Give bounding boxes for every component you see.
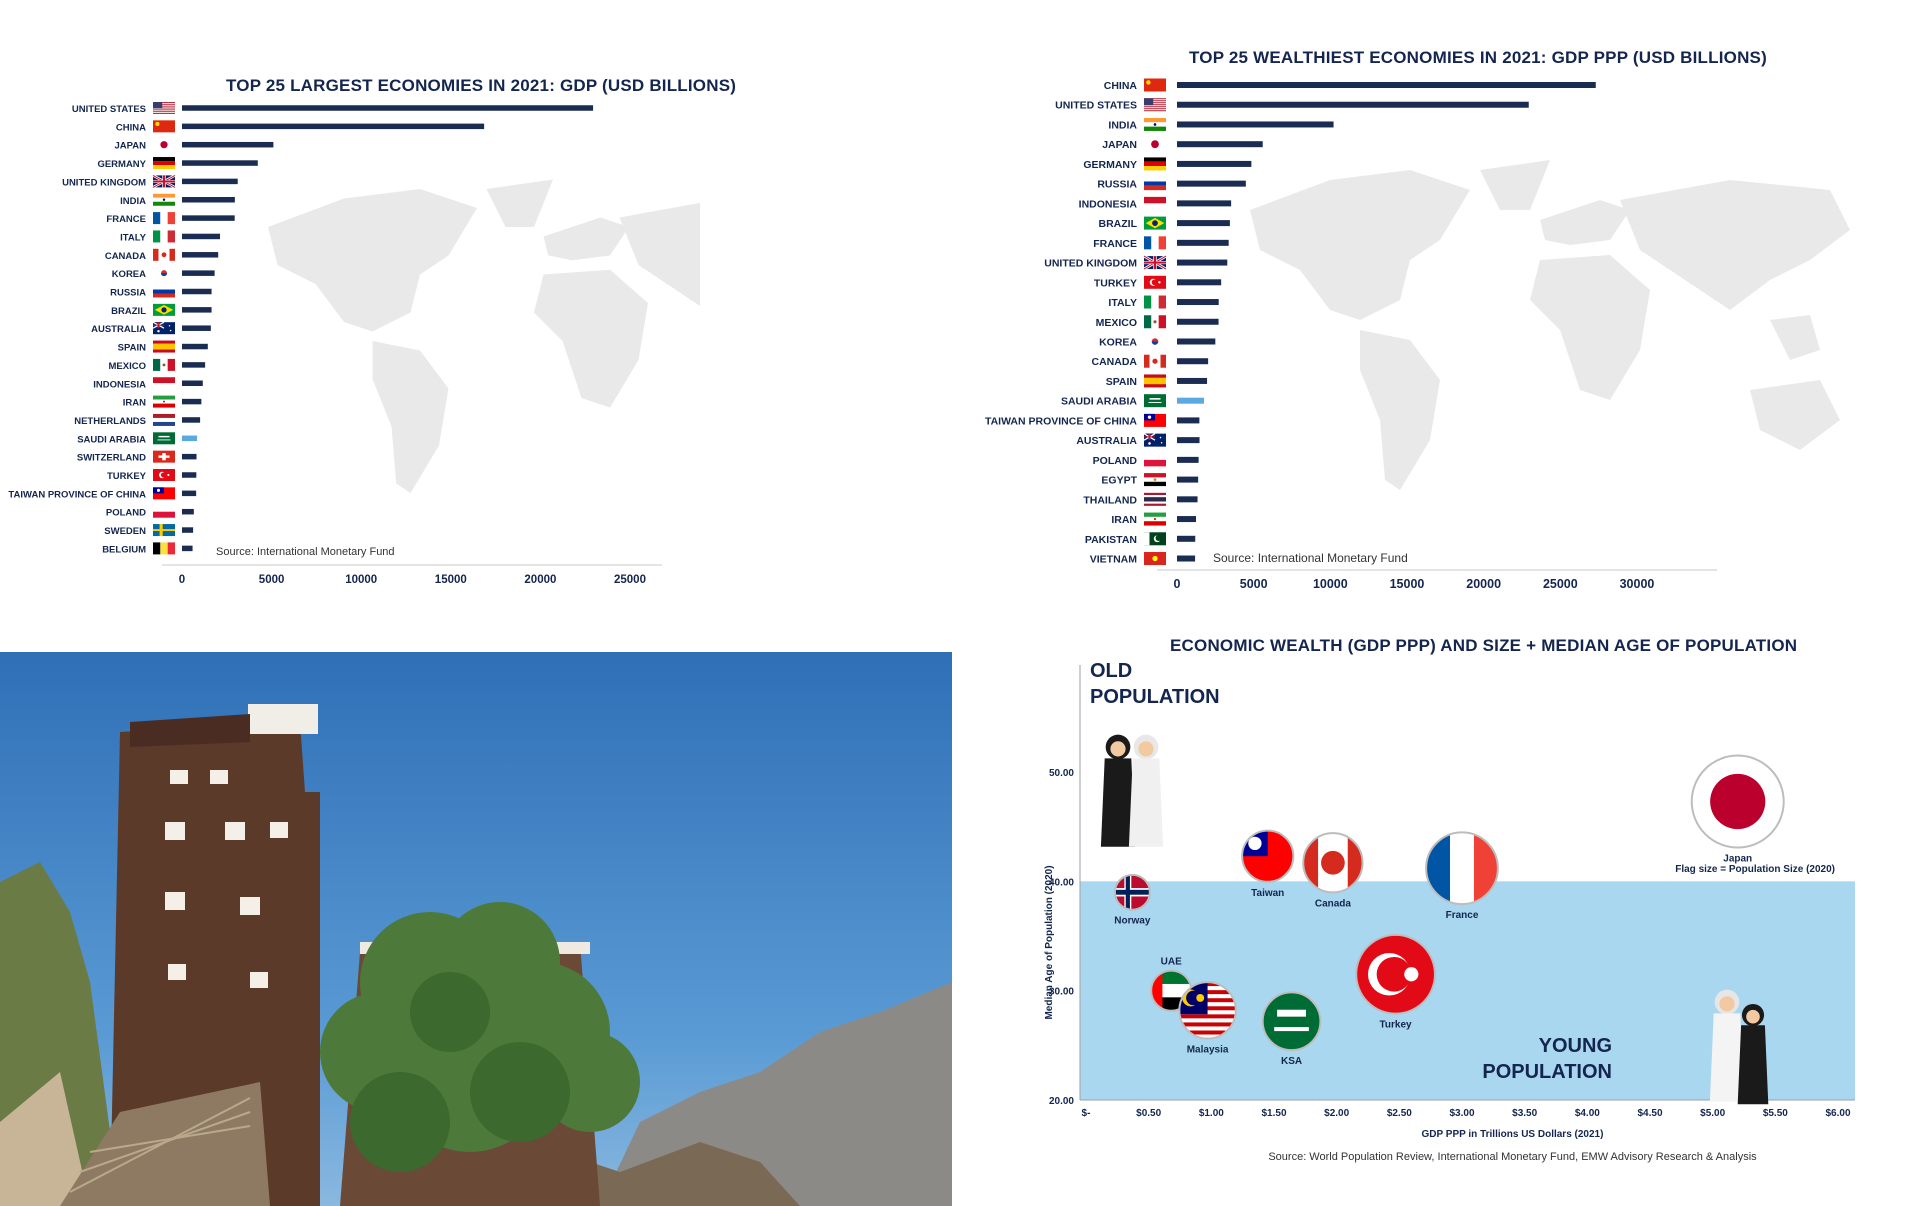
- bar-category-label: PAKISTAN: [1084, 533, 1137, 546]
- bar-category-label: SPAIN: [1105, 375, 1137, 388]
- flag-icon: [153, 212, 175, 224]
- scatter-point: [1692, 756, 1784, 865]
- bar-category-label: SAUDI ARABIA: [77, 434, 146, 446]
- bar-category-label: TURKEY: [106, 471, 146, 482]
- x-tick-label: 30000: [1619, 577, 1655, 591]
- flag-icon: [1144, 276, 1166, 289]
- flag-icon: [1144, 493, 1166, 506]
- flag-size-note: Flag size = Population Size (2020): [1675, 864, 1835, 875]
- bar-category-label: BELGIUM: [102, 544, 146, 556]
- flag-icon: [153, 322, 175, 334]
- chart-source: Source: International Monetary Fund: [216, 546, 395, 558]
- bar-category-label: UNITED KINGDOM: [1044, 257, 1137, 270]
- bar: [1177, 220, 1230, 226]
- flag-icon: [1144, 355, 1166, 368]
- chart3-plot: [1020, 655, 1920, 1200]
- x-tick-label: $5.50: [1762, 1108, 1788, 1119]
- young-population-label-line2: POPULATION: [1482, 1061, 1612, 1083]
- point-label: Japan: [1723, 853, 1753, 865]
- bar: [1177, 161, 1251, 167]
- bar-category-label: AUSTRALIA: [1076, 435, 1137, 448]
- bar: [182, 417, 200, 423]
- flag-icon: [1144, 197, 1166, 210]
- bar: [182, 436, 197, 442]
- flag-icon: [153, 469, 175, 481]
- flag-icon: [153, 139, 175, 151]
- bar: [182, 546, 193, 552]
- old-population-label-line2: POPULATION: [1090, 686, 1220, 708]
- bar: [1177, 457, 1199, 463]
- bar: [182, 252, 218, 257]
- flag-icon: [1144, 157, 1166, 170]
- bar: [1177, 496, 1198, 502]
- flag-icon: [1144, 315, 1166, 328]
- bar: [1177, 536, 1195, 542]
- x-tick-label: 5000: [258, 574, 285, 586]
- flag-icon: [1144, 177, 1166, 190]
- flag-icon: [153, 249, 175, 261]
- x-tick-label: $2.00: [1324, 1108, 1350, 1119]
- chart1-title: TOP 25 LARGEST ECONOMIES IN 2021: GDP (USD BILLIONS): [226, 76, 737, 95]
- bar-category-label: THAILAND: [1083, 494, 1137, 507]
- bar-category-label: CHINA: [115, 122, 146, 134]
- bar-category-label: IRAN: [1111, 514, 1137, 527]
- x-tick-label: 25000: [1542, 577, 1578, 591]
- bar: [1177, 141, 1263, 147]
- flag-icon: [153, 506, 175, 518]
- bar-category-label: ITALY: [120, 232, 146, 244]
- bar: [182, 527, 193, 533]
- bar-category-label: KOREA: [111, 269, 146, 281]
- bar-category-label: ITALY: [1108, 297, 1137, 310]
- flag-icon: [153, 230, 175, 242]
- bar: [1177, 181, 1246, 187]
- flag-icon: [1144, 473, 1166, 486]
- bar-category-label: MEXICO: [108, 360, 146, 372]
- x-tick-label: $6.00: [1825, 1108, 1851, 1119]
- bar: [182, 307, 212, 313]
- bar-category-label: JAPAN: [1102, 139, 1137, 152]
- x-tick-label: $5.00: [1700, 1108, 1726, 1119]
- point-label: Canada: [1314, 898, 1351, 910]
- bar-category-label: INDONESIA: [93, 379, 146, 391]
- bar: [182, 215, 235, 221]
- x-tick-label: 10000: [1312, 577, 1348, 591]
- y-axis-label: Median Age of Population (2020): [1044, 865, 1055, 1020]
- bar: [1177, 121, 1334, 127]
- bar-category-label: UNITED KINGDOM: [62, 177, 146, 189]
- flag-icon: [1144, 513, 1166, 526]
- bar-category-label: CHINA: [1103, 80, 1137, 92]
- flag-icon: [1144, 256, 1166, 269]
- bar: [1177, 417, 1199, 423]
- x-tick-label: 10000: [345, 574, 378, 586]
- bar-category-label: FRANCE: [106, 214, 146, 226]
- x-tick-label: 0: [1173, 577, 1181, 591]
- bar: [182, 509, 194, 515]
- scatter-point: [1179, 982, 1235, 1055]
- bar: [182, 362, 205, 368]
- flag-icon: [153, 286, 175, 298]
- flag-icon: [1144, 217, 1166, 230]
- flag-icon: [153, 524, 175, 536]
- bar-category-label: TURKEY: [1093, 277, 1137, 290]
- young-population-label: YOUNG: [1538, 1035, 1612, 1057]
- bar-category-label: SPAIN: [117, 342, 146, 354]
- x-tick-label: $2.50: [1386, 1108, 1412, 1119]
- point-label: Turkey: [1379, 1019, 1412, 1031]
- bar-category-label: GERMANY: [1083, 158, 1137, 171]
- x-tick-label: $4.50: [1637, 1108, 1663, 1119]
- bar: [1177, 82, 1596, 88]
- point-label: Malaysia: [1186, 1044, 1229, 1056]
- x-tick-label: $3.00: [1449, 1108, 1475, 1119]
- y-tick-label: 20.00: [1048, 1096, 1074, 1107]
- bar: [1177, 279, 1221, 285]
- x-tick-label: 15000: [434, 574, 467, 586]
- village-photo: [0, 652, 952, 1206]
- flag-icon: [153, 157, 175, 169]
- x-tick-label: $0.50: [1136, 1108, 1162, 1119]
- flag-icon: [1144, 335, 1166, 348]
- flag-icon: [153, 487, 175, 499]
- bar: [182, 472, 196, 478]
- chart2-title: TOP 25 WEALTHIEST ECONOMIES IN 2021: GDP PPP (USD BILLIONS): [1189, 48, 1767, 67]
- bar-category-label: TAIWAN PROVINCE OF CHINA: [984, 415, 1137, 428]
- bar: [1177, 437, 1200, 443]
- bar: [182, 344, 208, 350]
- world-map-silhouette: [268, 180, 700, 494]
- flag-icon: [153, 451, 175, 463]
- bar: [1177, 240, 1229, 246]
- chart-source: Source: World Population Review, International Monetary Fund, EMW Advisory Research & Analysis: [1268, 1151, 1757, 1163]
- chart2-plot: [960, 70, 1920, 610]
- chart-source: Source: International Monetary Fund: [1213, 551, 1408, 565]
- bar: [1177, 358, 1208, 364]
- bar-category-label: CANADA: [1091, 356, 1137, 369]
- y-tick-label: 40.00: [1048, 877, 1074, 889]
- bar-category-label: SAUDI ARABIA: [1060, 395, 1137, 408]
- flag-icon: [1144, 414, 1166, 427]
- flag-icon: [1144, 453, 1166, 466]
- flag-icon: [153, 102, 175, 114]
- bar-category-label: TAIWAN PROVINCE OF CHINA: [8, 489, 146, 501]
- bar: [182, 105, 593, 111]
- point-label: Taiwan: [1251, 887, 1285, 899]
- flag-icon: [1144, 374, 1166, 387]
- x-tick-label: 20000: [524, 574, 557, 586]
- point-label: KSA: [1280, 1056, 1303, 1068]
- flag-icon: [153, 377, 175, 389]
- flag-icon: [153, 542, 175, 554]
- bar-category-label: UNITED STATES: [1055, 99, 1137, 112]
- bar: [1177, 200, 1231, 206]
- world-map-silhouette: [1250, 160, 1850, 490]
- x-tick-label: 20000: [1466, 577, 1502, 591]
- bar: [182, 491, 196, 497]
- bar: [1177, 477, 1198, 483]
- x-tick-label: 25000: [614, 574, 646, 586]
- bar: [1177, 338, 1215, 344]
- flag-icon: [153, 432, 175, 444]
- flag-icon: [153, 194, 175, 206]
- bar-category-label: BRAZIL: [111, 305, 146, 317]
- flag-icon: [153, 304, 175, 316]
- point-label: Norway: [1114, 915, 1151, 927]
- bar: [1177, 398, 1204, 404]
- bar: [182, 197, 235, 203]
- x-tick-label: $1.00: [1198, 1108, 1224, 1119]
- bar: [1177, 319, 1219, 325]
- bar-category-label: VIETNAM: [1089, 553, 1137, 566]
- flag-icon: [153, 396, 175, 408]
- bar-category-label: POLAND: [1092, 454, 1137, 467]
- x-tick-label: $4.00: [1574, 1108, 1600, 1119]
- bar: [1177, 516, 1196, 522]
- bar: [1177, 378, 1207, 384]
- person-illustration-icon: [1129, 735, 1163, 847]
- bar-category-label: BRAZIL: [1098, 218, 1137, 231]
- flag-icon: [1144, 79, 1166, 92]
- x-tick-label: $3.50: [1512, 1108, 1538, 1119]
- bar-category-label: RUSSIA: [1097, 178, 1137, 191]
- x-tick-label: 15000: [1389, 577, 1425, 591]
- x-tick-label: $1.50: [1261, 1108, 1287, 1119]
- bar-category-label: GERMANY: [97, 159, 146, 171]
- bar: [182, 399, 201, 405]
- point-label: UAE: [1160, 956, 1182, 968]
- flag-icon: [1144, 118, 1166, 131]
- bar-category-label: INDIA: [1108, 119, 1137, 132]
- x-axis-label: GDP PPP in Trillions US Dollars (2021): [1421, 1129, 1604, 1140]
- flag-icon: [1144, 532, 1166, 545]
- y-tick-label: 30.00: [1048, 986, 1074, 998]
- bar-category-label: INDONESIA: [1078, 198, 1137, 211]
- bar: [182, 289, 212, 295]
- bar: [182, 160, 258, 166]
- point-label: France: [1445, 910, 1479, 922]
- bar: [182, 270, 215, 276]
- bar-category-label: NETHERLANDS: [74, 415, 146, 427]
- chart3-title: ECONOMIC WEALTH (GDP PPP) AND SIZE + MEDIAN AGE OF POPULATION: [1170, 636, 1798, 655]
- bar: [1177, 556, 1195, 562]
- bar-category-label: AUSTRALIA: [91, 324, 146, 336]
- bar-category-label: SWITZERLAND: [76, 452, 146, 464]
- bar-category-label: RUSSIA: [110, 287, 146, 299]
- flag-icon: [153, 175, 175, 187]
- bar-category-label: UNITED STATES: [71, 104, 146, 115]
- bar: [182, 124, 484, 130]
- old-population-label: OLD: [1090, 660, 1133, 682]
- bar-category-label: EGYPT: [1101, 474, 1137, 487]
- bar-category-label: INDIA: [120, 195, 146, 207]
- bar: [1177, 299, 1219, 305]
- bar: [1177, 260, 1227, 266]
- bar: [1177, 102, 1529, 108]
- flag-icon: [153, 341, 175, 353]
- flag-icon: [1144, 138, 1166, 151]
- bar-category-label: IRAN: [122, 397, 146, 409]
- flag-icon: [1144, 552, 1166, 565]
- flag-icon: [1144, 296, 1166, 309]
- bar: [182, 179, 238, 185]
- flag-icon: [1144, 98, 1166, 111]
- bar-category-label: KOREA: [1099, 336, 1137, 349]
- x-tick-label: $-: [1081, 1108, 1091, 1119]
- x-tick-label: 5000: [1239, 577, 1268, 591]
- bar-category-label: JAPAN: [114, 140, 146, 152]
- flag-icon: [153, 120, 175, 132]
- bar-category-label: SWEDEN: [104, 526, 146, 538]
- bar: [182, 234, 220, 240]
- bar: [182, 142, 273, 148]
- flag-icon: [1144, 434, 1166, 447]
- bar: [182, 381, 203, 387]
- flag-icon: [153, 267, 175, 279]
- bar-category-label: CANADA: [104, 250, 146, 262]
- bar-category-label: MEXICO: [1095, 316, 1137, 329]
- bar-category-label: FRANCE: [1093, 237, 1137, 250]
- bar: [182, 454, 197, 460]
- y-tick-label: 50.00: [1048, 768, 1074, 779]
- rijal-alma-village-image: [0, 652, 952, 1206]
- scatter-point: [1114, 875, 1151, 927]
- flag-icon: [153, 414, 175, 426]
- x-tick-label: 0: [178, 574, 186, 586]
- bar: [182, 325, 211, 331]
- flag-icon: [153, 359, 175, 371]
- flag-icon: [1144, 236, 1166, 249]
- bar-category-label: POLAND: [105, 507, 146, 519]
- chart1-plot: [0, 90, 700, 590]
- flag-icon: [1144, 394, 1166, 407]
